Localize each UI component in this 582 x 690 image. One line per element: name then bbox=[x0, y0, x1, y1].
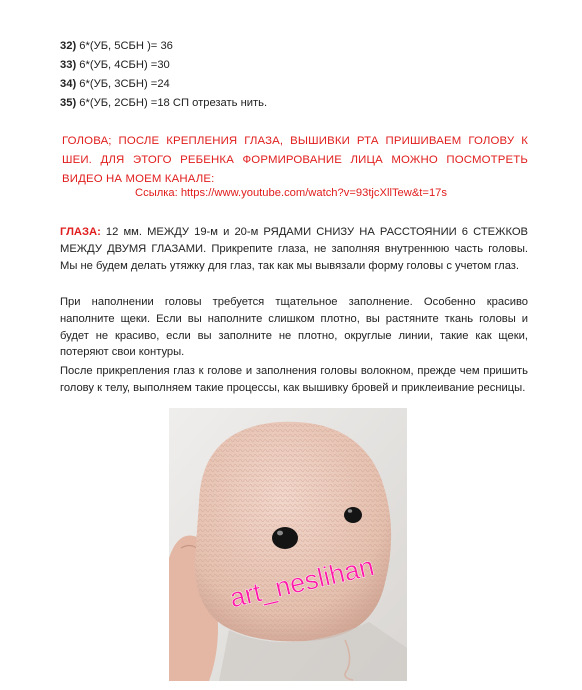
eyes-text: 12 мм. МЕЖДУ 19-м и 20-м РЯДАМИ СНИЗУ НА РАССТОЯНИИ 6 СТЕЖКОВ МЕЖДУ ДВУМЯ ГЛАЗАМИ. Прикрепите глаза, не заполняя внутреннюю часть головы. Мы не будем делать утяжку для глаз, так как мы вывязали форму головы с учетом глаз. bbox=[60, 226, 528, 272]
amigurumi-head-photo bbox=[169, 408, 407, 681]
video-link[interactable]: Ссылка: https://www.youtube.com/watch?v=93tjcXllTew&t=17s bbox=[135, 187, 447, 199]
stuffing-paragraph: При наполнении головы требуется тщательное заполнение. Особенно красиво наполните щеки. Если вы наполните слишком плотно, вы растяните ткань головы и будет не красиво, если вы заполните не плотно, округлые линии, такие как щеки, потеряют свои контуры. bbox=[60, 296, 528, 359]
round-list bbox=[60, 37, 520, 113]
round-row bbox=[60, 94, 520, 113]
round-row bbox=[60, 75, 520, 94]
round-text: 6*(УБ, 2СБН) =18 СП отрезать нить. bbox=[76, 97, 268, 109]
round-row bbox=[60, 56, 520, 75]
round-number: 33) bbox=[60, 59, 77, 71]
round-text: 6*(УБ, 3СБН) =24 bbox=[76, 78, 170, 90]
head-note: ГОЛОВА; ПОСЛЕ КРЕПЛЕНИЯ ГЛАЗА, ВЫШИВКИ РТА ПРИШИВАЕМ ГОЛОВУ К ШЕИ. ДЛЯ ЭТОГО РЕБЕНКА ФОРМИРОВАНИЕ ЛИЦА МОЖНО ПОСМОТРЕТЬ ВИДЕО НА МОЕМ КАНАЛЕ: bbox=[62, 135, 528, 185]
watermark-text: art_neslihan bbox=[226, 551, 377, 614]
round-number: 32) bbox=[60, 40, 77, 52]
round-row bbox=[60, 37, 520, 56]
round-number: 35) bbox=[60, 97, 77, 109]
round-text: 6*(УБ, 4СБН) =30 bbox=[76, 59, 170, 71]
finishing-paragraph: После прикрепления глаз к голове и заполнения головы волокном, прежде чем пришить голову к телу, выполняем такие процессы, как вышивку бровей и приклеивание ресницы. bbox=[60, 365, 528, 394]
round-number: 34) bbox=[60, 78, 77, 90]
eyes-heading: ГЛАЗА: bbox=[60, 226, 101, 238]
round-text: 6*(УБ, 5СБН )= 36 bbox=[76, 40, 173, 52]
eyes-paragraph bbox=[60, 224, 528, 274]
